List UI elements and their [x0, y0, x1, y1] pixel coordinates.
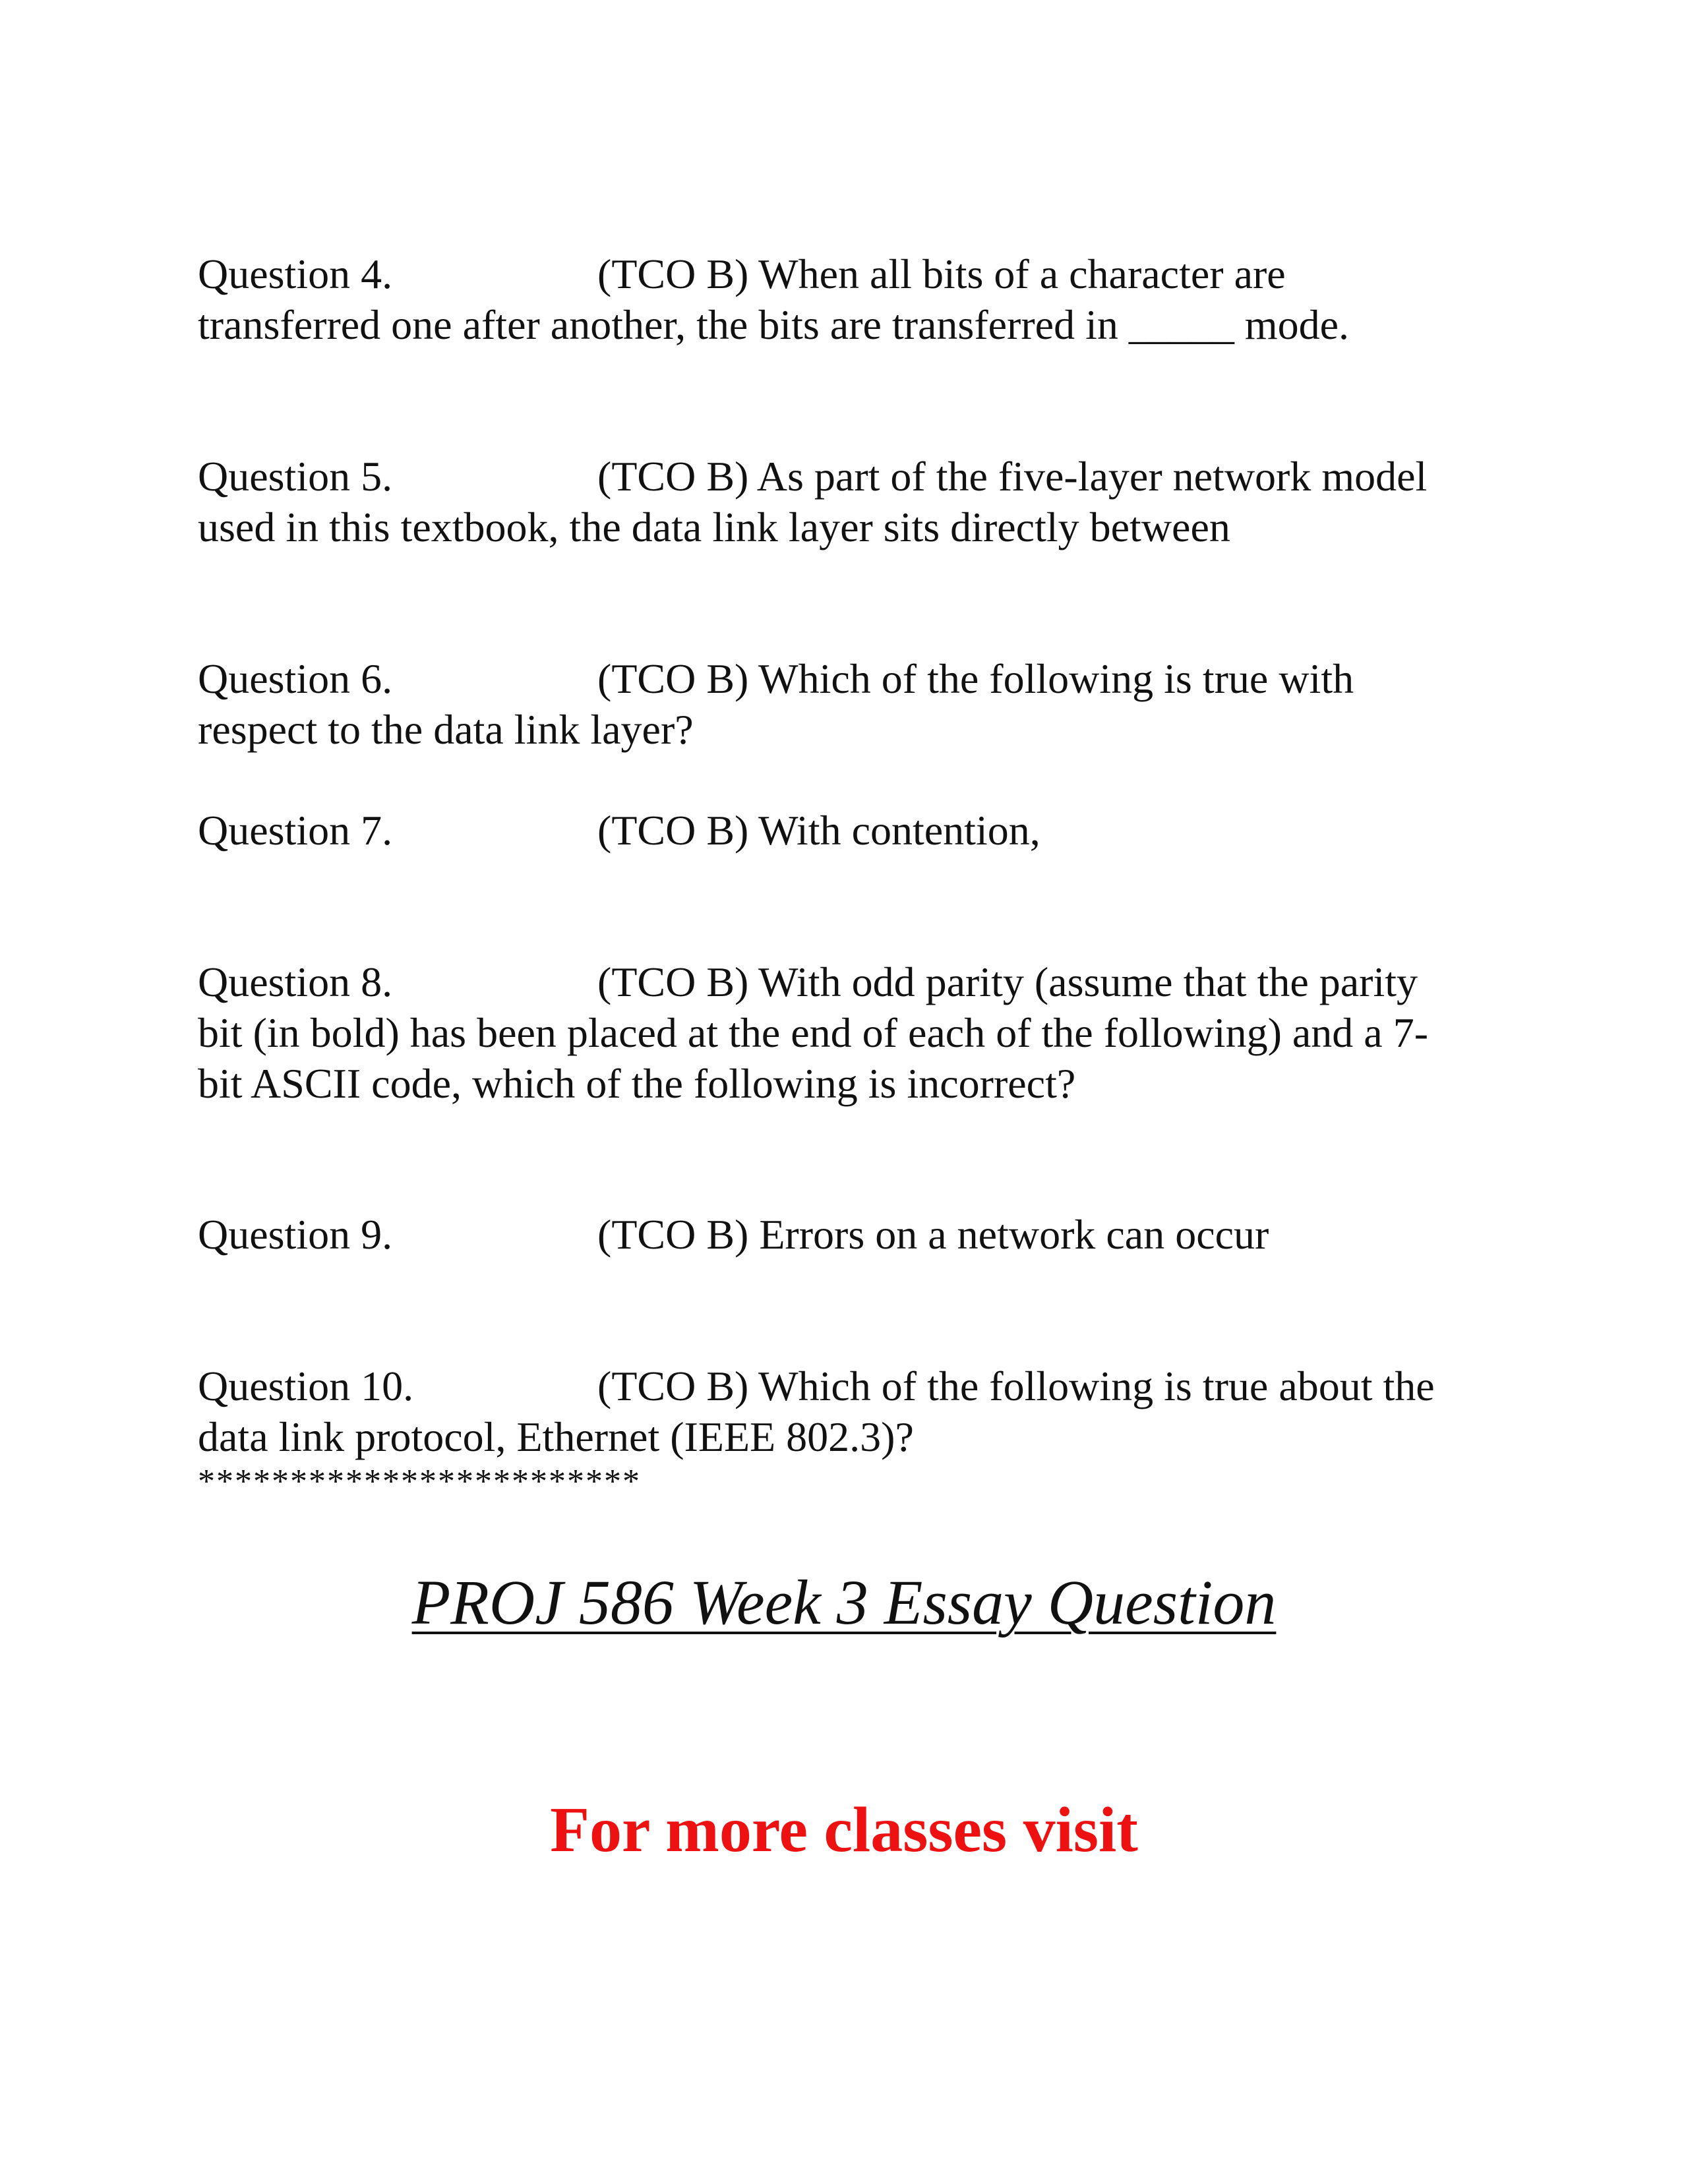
separator-stars: ************************ [198, 1463, 641, 1500]
question-4-number: Question 4. [198, 251, 393, 297]
question-10-text-2: data link protocol, Ethernet (IEEE 802.3)? [198, 1413, 914, 1460]
question-6-line-1 [198, 653, 1517, 704]
question-7 [198, 805, 1517, 856]
question-4 [198, 249, 1517, 350]
question-5-text-1: (TCO B) As part of the five-layer network model [597, 453, 1428, 500]
question-6-text-2: respect to the data link layer? [198, 706, 694, 753]
more-classes-text: For more classes visit [550, 1794, 1138, 1866]
question-5-line-1 [198, 451, 1517, 502]
question-8 [198, 957, 1517, 1109]
question-8-number: Question 8. [198, 959, 393, 1005]
question-9-line-1 [198, 1209, 1517, 1260]
question-8-text-2: bit (in bold) has been placed at the end of each of the following) and a 7- [198, 1009, 1428, 1056]
question-10-line-1 [198, 1361, 1517, 1411]
question-10 [198, 1361, 1517, 1462]
question-4-line-1 [198, 249, 1517, 299]
question-5-text-2: used in this textbook, the data link layer sits directly between [198, 504, 1230, 550]
question-9-number: Question 9. [198, 1211, 393, 1258]
question-10-text-1: (TCO B) Which of the following is true about the [597, 1363, 1435, 1409]
question-9-text-1: (TCO B) Errors on a network can occur [597, 1211, 1269, 1258]
question-8-line-1 [198, 957, 1517, 1007]
question-4-text-2: transferred one after another, the bits are transferred in _____ mode. [198, 301, 1350, 348]
question-4-text-1: (TCO B) When all bits of a character are [597, 251, 1286, 297]
question-7-number: Question 7. [198, 807, 393, 854]
question-8-text-1: (TCO B) With odd parity (assume that the parity [597, 959, 1418, 1005]
question-5 [198, 451, 1517, 552]
question-10-number: Question 10. [198, 1363, 414, 1409]
question-8-text-3: bit ASCII code, which of the following is incorrect? [198, 1060, 1076, 1107]
question-6-text-1: (TCO B) Which of the following is true with [597, 655, 1354, 702]
essay-heading: PROJ 586 Week 3 Essay Question [411, 1567, 1277, 1638]
question-7-text-1: (TCO B) With contention, [597, 807, 1040, 854]
question-7-line-1 [198, 805, 1517, 856]
question-6-number: Question 6. [198, 655, 393, 702]
question-9 [198, 1209, 1517, 1260]
question-5-number: Question 5. [198, 453, 393, 500]
question-6 [198, 653, 1517, 755]
